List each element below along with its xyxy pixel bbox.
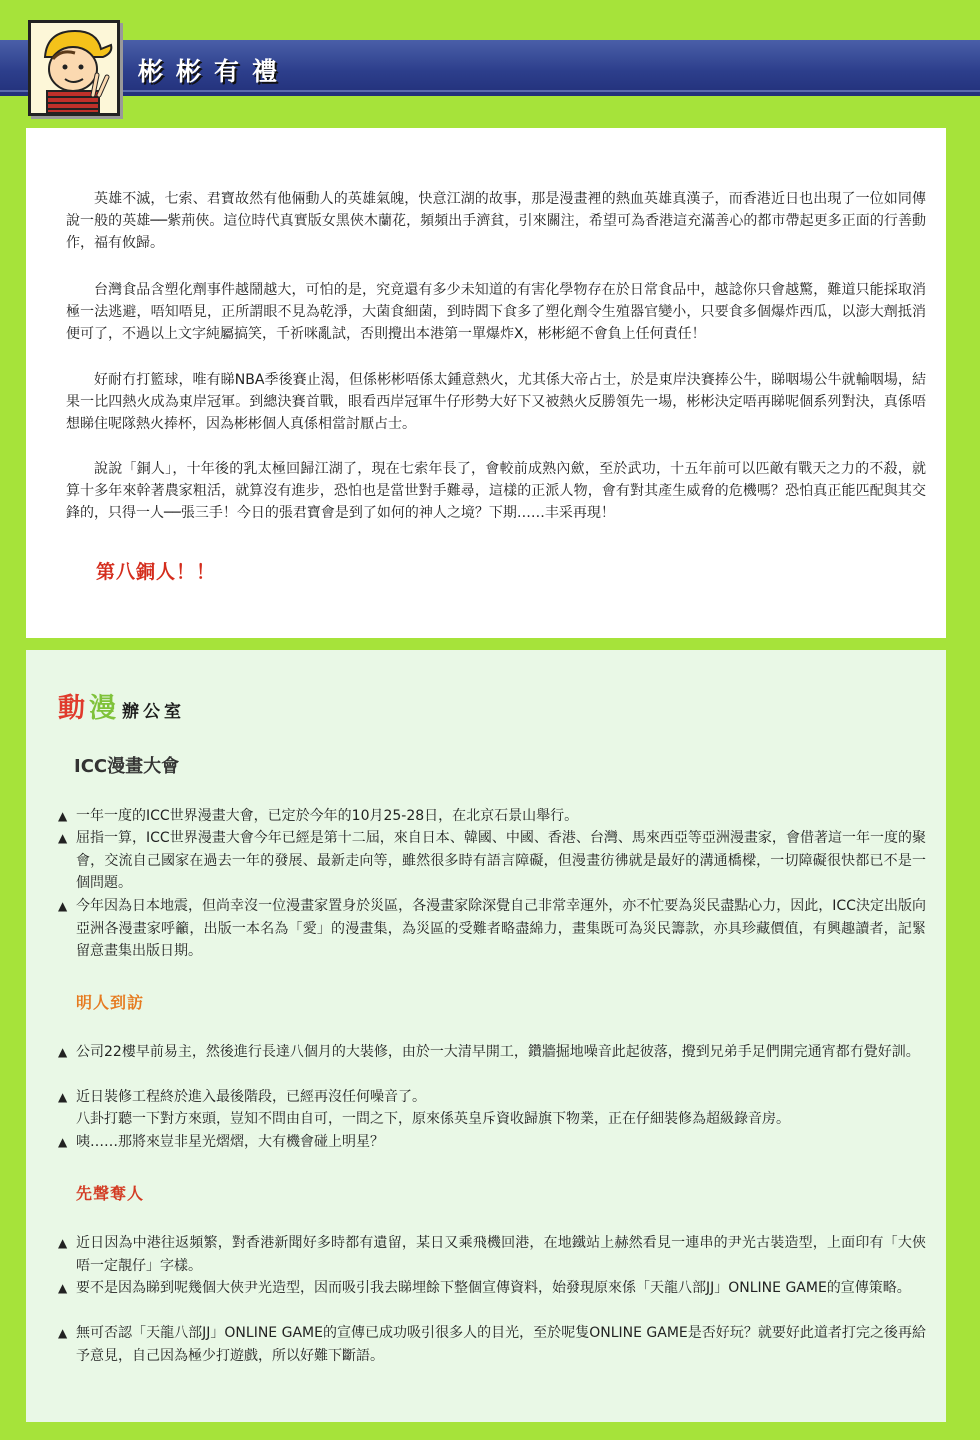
icc-heading: ICC漫畫大會 <box>74 756 180 777</box>
list-item <box>58 1322 926 1367</box>
header-banner <box>0 40 980 96</box>
triangle-icon: ▲ <box>58 1281 68 1295</box>
triangle-icon: ▲ <box>58 809 68 823</box>
list-item <box>58 1232 926 1277</box>
list-item <box>58 1131 926 1154</box>
item-text: 無可否認「天龍八部JJ」ONLINE GAME的宣傳已成功吸引很多人的目光，至於呢隻ONLINE GAME是否好玩？就要好此道者打完之後再給予意見，自己因為極少打遊戲，所以好難下斷語。 <box>76 1325 926 1364</box>
triangle-icon: ▲ <box>58 1045 68 1059</box>
logo-char-1: 動 <box>58 693 85 724</box>
triangle-icon: ▲ <box>58 899 68 913</box>
paragraph-4: 說說「銅人」，十年後的乳太極回歸江湖了，現在七索年長了，會較前成熟內歛，至於武功，十五年前可以匹敵有戰天之力的不殺，就算十多年來幹著農家粗活，就算沒有進步，恐怕也是當世對手難尋，這樣的正派人物，會有對其產生威脅的危機嗎？恐怕真正能匹配與其交鋒的，只得一人──張三手！今日的張君寶會是到了如何的神人之境？下期……丰采再現！ <box>66 461 926 521</box>
paragraph-2: 台灣食品含塑化劑事件越鬧越大，可怕的是，究竟還有多少未知道的有害化學物存在於日常食品中，越諗你只會越驚，難道只能採取消極一法逃避，唔知唔見，正所謂眼不見為乾淨，大菌食細菌，到時閻下食多了塑化劑令生殖器官變小，只要食多個爆炸西瓜，以澎大劑抵消便可了，不過以上文字純屬搞笑，千祈咪亂試，否則攪出本港第一單爆炸X，彬彬絕不會負上任何責任！ <box>66 282 926 342</box>
logo-subtitle: 辦公室 <box>122 702 185 722</box>
list-item <box>58 1277 926 1300</box>
list-item <box>58 827 926 895</box>
list-item <box>58 1041 926 1064</box>
sign-off: 第八銅人！！ <box>96 561 217 583</box>
list-item <box>58 1086 926 1109</box>
list-item <box>58 895 926 963</box>
first-voice-heading: 先聲奪人 <box>76 1184 145 1203</box>
paragraph-3: 好耐冇打籃球，唯有睇NBA季後賽止渴，但係彬彬唔係太鍾意熱火，尤其係大帝占士，於是東岸決賽捧公牛，睇咽場公牛就輸咽場，結果一比四熱火成為東岸冠軍。到總決賽首戰，眼看西岸冠軍牛仔形勢大好下又被熱火反勝領先一場，彬彬決定唔再睇呢個系列對決，真係唔想睇住呢隊熱火捧杯，因為彬彬個人真係相當討厭占士。 <box>66 372 926 432</box>
column-title: 彬彬有禮 <box>138 57 291 86</box>
item-text: 咦……那將來豈非星光熠熠，大有機會碰上明星？ <box>76 1134 384 1150</box>
celebrity-heading: 明人到訪 <box>76 993 145 1012</box>
list-item <box>58 805 926 828</box>
item-text: 屈指一算，ICC世界漫畫大會今年已經是第十二屆，來自日本、韓國、中國、香港、台灣、馬來西亞等亞洲漫畫家，會借著這一年一度的聚會，交流自己國家在過去一年的發展、最新走向等，雖然很多時有語言障礙，但漫畫彷彿就是最好的溝通橋樑，一切障礙很快都已不是一個問題。 <box>76 830 926 891</box>
item-text: 近日因為中港往返頻繁，對香港新聞好多時都有遺留，某日又乘飛機回港，在地鐵站上赫然看見一連串的尹光古裝造型，上面印有「大俠唔一定靚仔」字樣。 <box>76 1235 926 1274</box>
item-text: 公司22樓早前易主，然後進行長達八個月的大裝修，由於一大清早開工，鑽牆掘地噪音此起彼落，攪到兄弟手足們開完通宵都冇覺好訓。 <box>76 1044 920 1060</box>
dongman-office-logo <box>58 686 185 722</box>
item-text: 近日裝修工程終於進入最後階段，已經再沒任何噪音了。 <box>76 1089 426 1105</box>
continuation-line: 八卦打聽一下對方來頭，豈知不問由自可，一問之下，原來係英皇斥資收歸旗下物業，正在仔細裝修為超級錄音房。 <box>76 1111 790 1127</box>
paragraph-1: 英雄不滅，七索、君寶故然有他倆動人的英雄氣魄，快意江湖的故事，那是漫畫裡的熱血英雄真漢子，而香港近日也出現了一位如同傳說一般的英雄──紫荊俠。這位時代真實版女黑俠木蘭花，頻頻出手濟貧，引來關注，希望可為香港這充滿善心的都市帶起更多正面的行善動作，福有攸歸。 <box>66 191 926 251</box>
logo-char-2: 漫 <box>89 693 116 724</box>
triangle-icon: ▲ <box>58 1326 68 1340</box>
triangle-icon: ▲ <box>58 1090 68 1104</box>
mascot-image <box>28 20 120 116</box>
triangle-icon: ▲ <box>58 831 68 845</box>
item-text: 一年一度的ICC世界漫畫大會，已定於今年的10月25-28日，在北京石景山舉行。 <box>76 808 579 824</box>
triangle-icon: ▲ <box>58 1135 68 1149</box>
triangle-icon: ▲ <box>58 1236 68 1250</box>
item-text: 要不是因為睇到呢幾個大俠尹光造型，因而吸引我去睇埋餘下整個宣傳資料，始發現原來係「天龍八部JJ」ONLINE GAME的宣傳策略。 <box>76 1280 911 1296</box>
item-text: 今年因為日本地震，但尚幸沒一位漫畫家置身於災區，各漫畫家除深覺自己非常幸運外，亦不忙要為災民盡點心力，因此，ICC決定出版向亞洲各漫畫家呼籲，出版一本名為「愛」的漫畫集，為災區的受難者略盡綿力，畫集既可為災民籌款，亦具珍藏價值，有興趣讀者，記緊留意畫集出版日期。 <box>76 898 926 959</box>
